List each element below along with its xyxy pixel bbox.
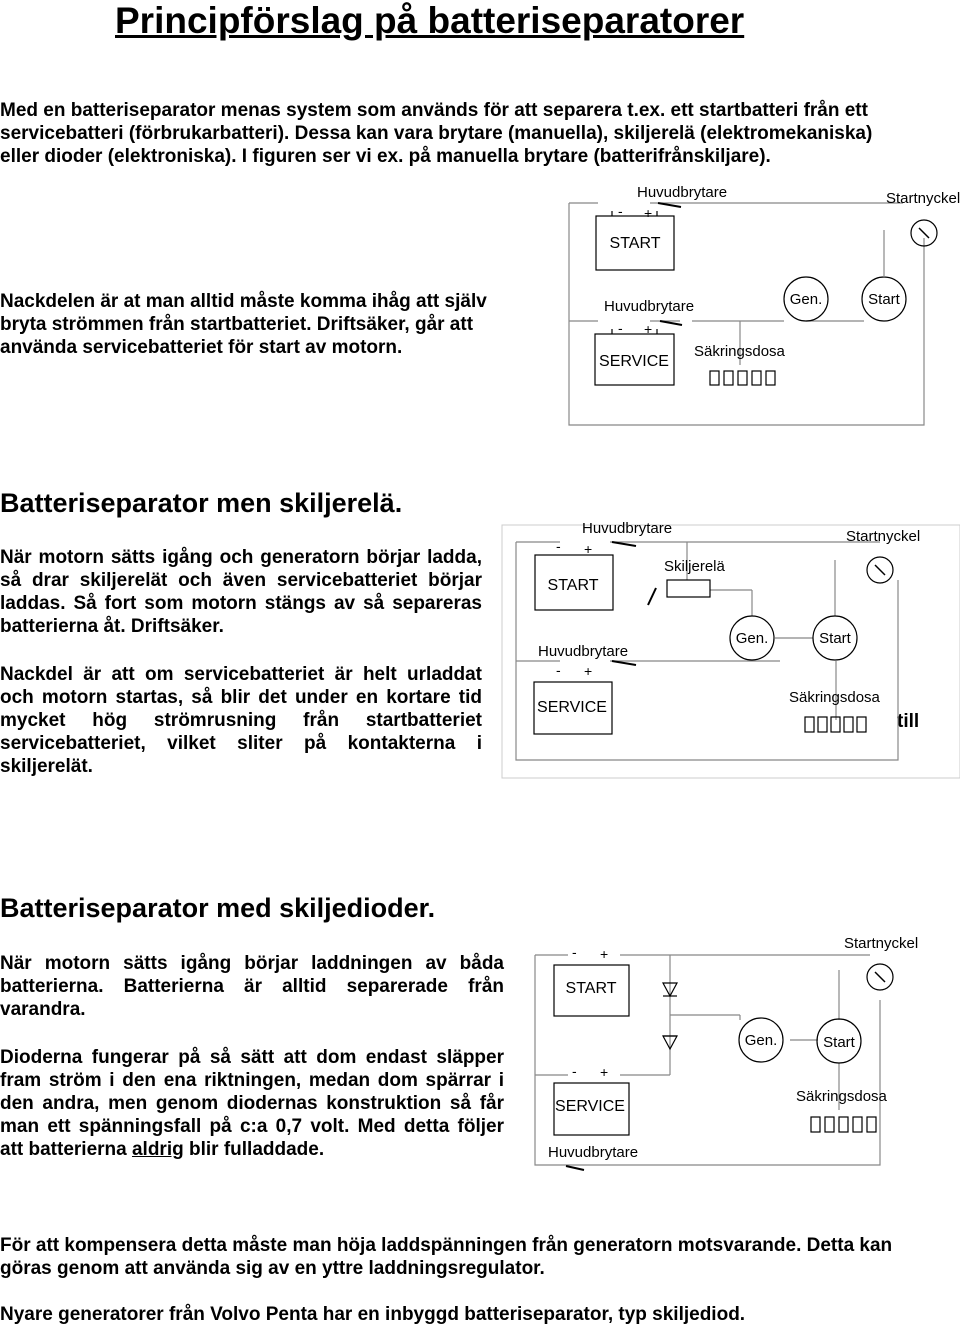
section3-paragraph-1: När motorn sätts igång börjar laddningen av båda batterierna. Batterierna är alltid separerade från varandra.	[0, 953, 504, 1020]
diagram-relay	[502, 520, 960, 778]
section2-heading: Batteriseparator men skiljerelä.	[0, 488, 403, 518]
intro-paragraph: Med en batteriseparator menas system som används för att separera t.ex. ett startbatteri från ett servicebatteri (förbrukarbatteri). Dessa kan vara brytare (manuella), skiljerelä (elektromekaniska) eller dioder (elektroniska). I figuren ser vi ex. på manuella brytare (batterifrånskiljare).	[0, 100, 873, 167]
stray-word: till	[897, 711, 920, 732]
plus-sign: +	[584, 663, 593, 679]
ignition-key-label: Startnyckel	[846, 528, 921, 545]
fuse-box-label: Säkringsdosa	[789, 689, 880, 706]
main-switch-label: Huvudbrytare	[604, 298, 695, 315]
minus-sign: -	[572, 1063, 577, 1079]
minus-sign: -	[572, 944, 577, 960]
section3-text-after: blir fulladdade.	[183, 1139, 325, 1160]
start-battery-label: START	[547, 577, 599, 594]
ignition-key-label: Startnyckel	[886, 190, 960, 207]
fuse-box-label: Säkringsdosa	[694, 343, 785, 360]
minus-sign: -	[556, 538, 561, 554]
switch-lever	[658, 203, 681, 207]
fuse-box-icon	[710, 371, 775, 385]
starter-label: Start	[868, 291, 900, 308]
generator-label: Gen.	[735, 630, 769, 647]
main-switch-label: Huvudbrytare	[582, 520, 673, 537]
diagram-diodes	[535, 935, 918, 1170]
minus-sign: -	[618, 203, 623, 219]
section3-text-before: Dioderna fungerar på så sätt att dom endast släpper fram ström i den ena riktningen, medan dom spärrar i den andra, men genom diodernas konstruktion så får man ett spänningsfall på c:a 0,7 volt. Med detta följer att batterierna	[0, 1047, 504, 1160]
starter-label: Start	[823, 1034, 855, 1051]
section2-paragraph-1: När motorn sätts igång och generatorn börjar ladda, så drar skiljerelät och även servicebatteriet börjar laddas. Så fort som motorn stängs av så separeras batterierna åt. Driftsäker.	[0, 547, 482, 637]
diagram-manual-switches	[569, 184, 960, 425]
relay-label: Skiljerelä	[664, 558, 725, 575]
section2-paragraph-2: Nackdel är att om servicebatteriet är helt urladdat och motorn startas, så blir det under en kortare tid mycket hög strömrusning från startbatteriet servicebatteriet, vilket sliter på kontakterna i skiljerelät.	[0, 664, 482, 777]
relay-contact	[648, 588, 656, 605]
minus-sign: -	[618, 320, 623, 336]
section1-paragraph: Nackdelen är at man alltid måste komma ihåg att själv bryta strömmen från startbatteriet. Driftsäker, går att använda servicebatteriet för start av motorn.	[0, 291, 487, 358]
main-switch-label: Huvudbrytare	[637, 184, 728, 201]
service-battery-label: SERVICE	[537, 699, 607, 716]
minus-sign: -	[556, 662, 561, 678]
footer-paragraph-2: Nyare generatorer från Volvo Penta har en inbyggd batteriseparator, typ skiljediod.	[0, 1304, 746, 1325]
main-switch-label: Huvudbrytare	[538, 643, 629, 660]
plus-sign: +	[600, 946, 609, 962]
starter-label: Start	[819, 630, 851, 647]
plus-sign: +	[644, 205, 653, 221]
relay-box	[667, 580, 710, 597]
fuse-box-label: Säkringsdosa	[796, 1088, 887, 1105]
generator-label: Gen.	[789, 291, 823, 308]
start-battery-label: START	[565, 980, 617, 997]
section3-heading: Batteriseparator med skiljedioder.	[0, 893, 436, 923]
fuse-box-icon	[811, 1117, 876, 1132]
plus-sign: +	[600, 1064, 609, 1080]
underlined-word: aldrig	[131, 1139, 184, 1160]
main-switch-label: Huvudbrytare	[548, 1144, 639, 1161]
service-battery-label: SERVICE	[599, 353, 669, 370]
plus-sign: +	[644, 321, 653, 337]
plus-sign: +	[584, 541, 593, 557]
generator-label: Gen.	[744, 1032, 778, 1049]
ignition-key-label: Startnyckel	[844, 935, 919, 952]
start-battery-label: START	[609, 235, 661, 252]
service-battery-label: SERVICE	[555, 1098, 625, 1115]
page-title: Principförslag på batteriseparatorer	[115, 0, 745, 41]
footer-paragraph-1: För att kompensera detta måste man höja laddspänningen från generatorn motsvarande. Detta kan göras genom att använda sig av en yttre laddningsregulator.	[0, 1235, 893, 1279]
